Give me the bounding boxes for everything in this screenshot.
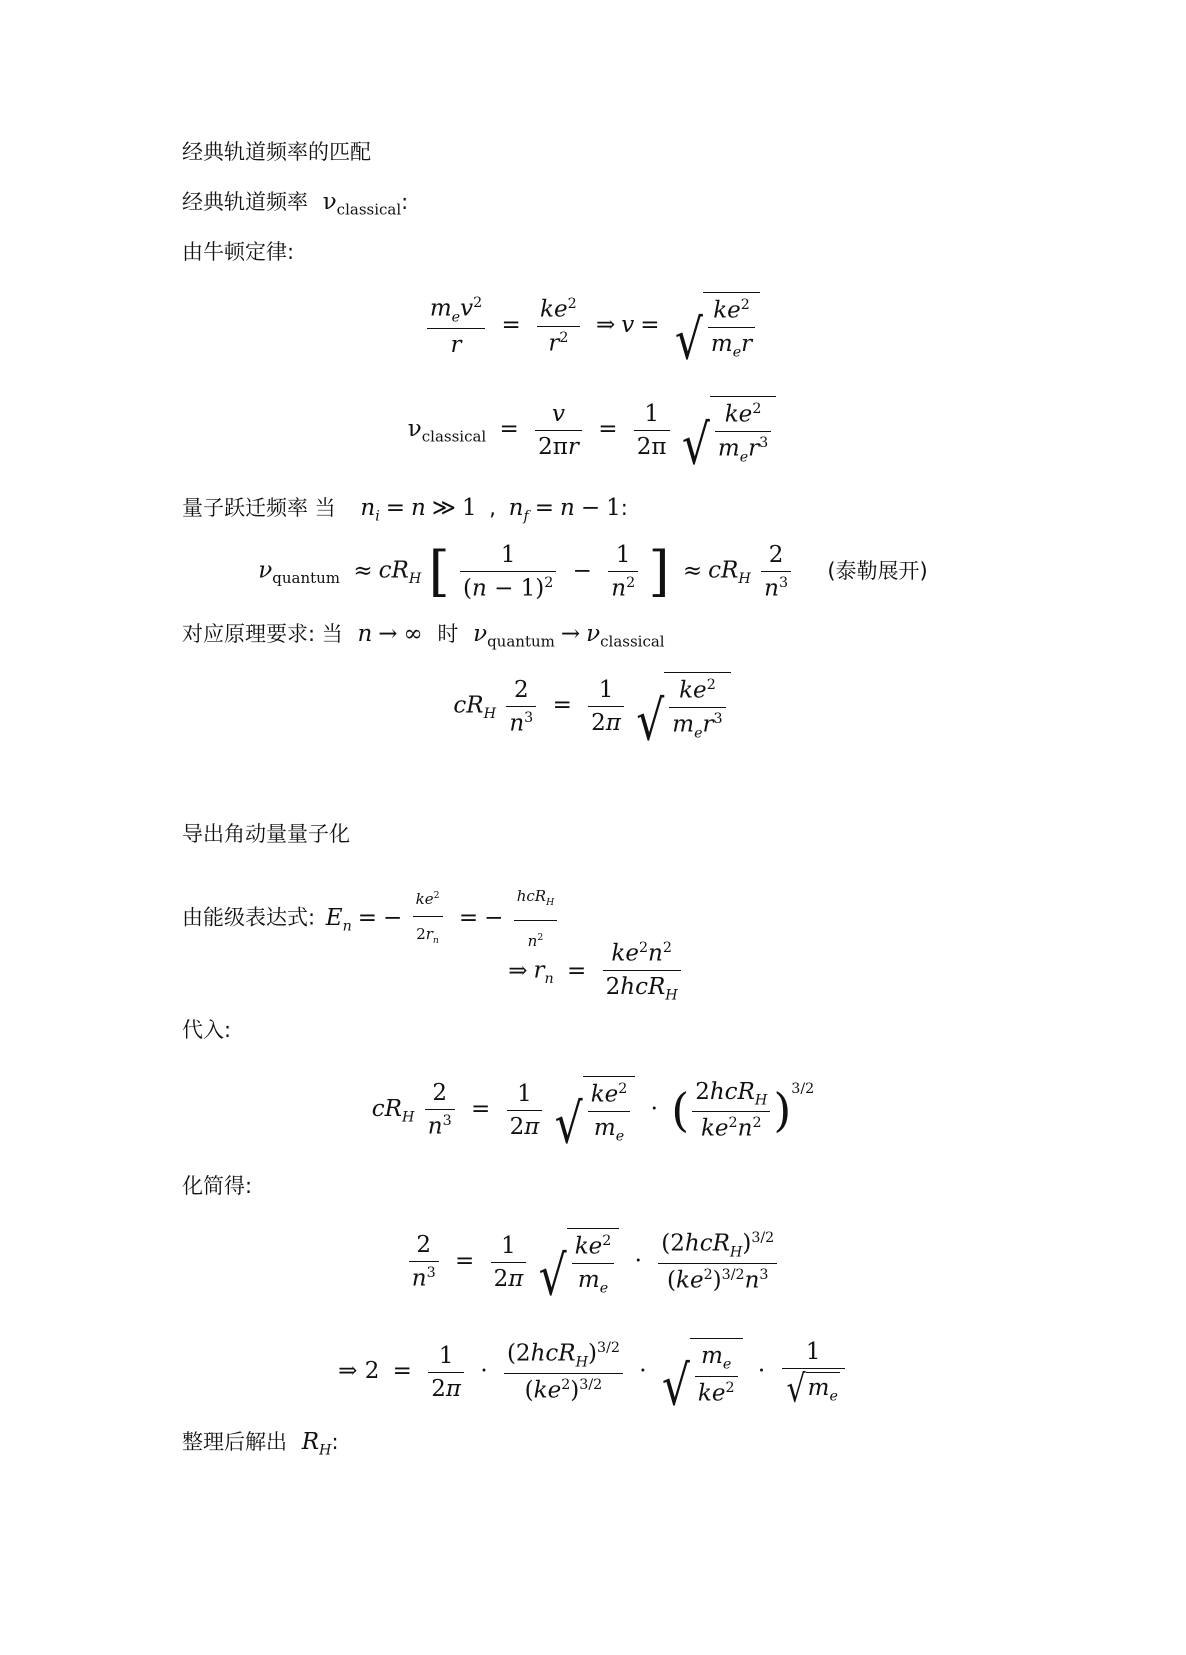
energy-level-line: 由能级表达式: $E_n$ = − $\frac{ke^2}{2r_n}$ = − $\frac{hcR_H}{n^2}$: [182, 882, 560, 955]
section-title-classical-frequency: 经典轨道频率的匹配: [182, 140, 371, 164]
equation-rearranged: ⇒ 2 = $\frac{1}{2\pi}$ · $\frac{(2hcR_H)^{3/2}}{(ke^2)^{3/2}}$ · √ $\frac{m_e}{ke^2}$ · 1 √ $m_e$: [0, 1338, 1186, 1406]
substitute-label: 代入:: [182, 1018, 232, 1042]
simplify-label: 化简得:: [182, 1174, 253, 1198]
correspondence-principle-line: 对应原理要求: 当 n → ∞ 时 $\nu_{quantum} \to \nu_{classical}$: [182, 621, 665, 651]
equation-correspondence: $cR_H$ $\frac{2}{n^3}$ = $\frac{1}{2\pi}$ √ $\frac{ke^2}{m_er^3}$: [0, 672, 1186, 741]
classical-frequency-label: 经典轨道频率: [182, 190, 308, 214]
energy-level-label: 由能级表达式:: [182, 905, 316, 930]
quantum-frequency-label: 量子跃迁频率 当: [182, 496, 336, 520]
correspondence-when: 时: [437, 622, 459, 646]
equation-simplified: $\frac{2}{n^3}$ = $\frac{1}{2\pi}$ √ $\frac{ke^2}{m_e}$ · $\frac{(2hcR_H)^{3/2}}{(ke^2)^{3/2}n^3}$: [0, 1228, 1186, 1296]
solve-label: 整理后解出: [182, 1430, 287, 1454]
equation-substitution: $cR_H$ $\frac{2}{n^3}$ = $\frac{1}{2\pi}$ √ $\frac{ke^2}{m_e}$ · ( $\frac{2hcR_H}{ke^2n^2}$ )$^{3/2}$: [0, 1076, 1186, 1144]
taylor-expansion-note: (泰勒展开): [827, 558, 928, 583]
solve-line: 整理后解出 $R_H$:: [182, 1429, 339, 1459]
correspondence-label: 对应原理要求: 当: [182, 622, 343, 646]
classical-frequency-line: 经典轨道频率 $\nu_{classical}$:: [182, 189, 409, 219]
equation-quantum-frequency: $\nu_{quantum} \approx cR_H$ [ $\frac{1}{(n - 1)^2}$ − $\frac{1}{n^2}$ ] ≈ $cR_H$ $\frac{2}{n^3}$ (泰勒展开): [258, 540, 928, 603]
equation-classical-frequency: $\nu_{classical}$ = $\frac{v}{2\pi r}$ = $\frac{1}{2\pi}$ √ $\frac{ke^2}{m_er^3}$: [0, 396, 1186, 465]
section-title-angular-momentum: 导出角动量量子化: [182, 822, 350, 846]
quantum-frequency-line: 量子跃迁频率 当 $n_i = n$ ≫ 1 , $n_f = n - 1$:: [182, 495, 628, 525]
equation-newton: $\frac{m_ev^2}{r}$ = $\frac{ke^2}{r^2}$ ⇒ v = √ $\frac{ke^2}{m_er}$: [0, 292, 1186, 360]
newton-law-label: 由牛顿定律:: [182, 240, 295, 264]
equation-radius: ⇒ $r_n$ = $\frac{ke^2n^2}{2hcR_H}$: [0, 940, 1186, 1003]
